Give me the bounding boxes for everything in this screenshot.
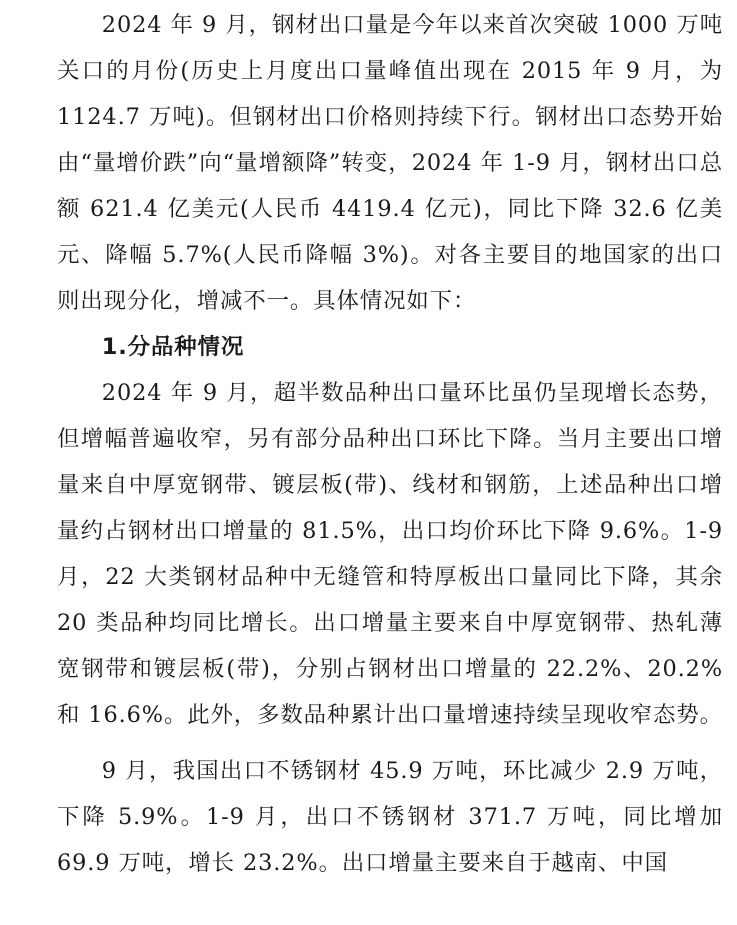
paragraph-stainless-steel: 9 月，我国出口不锈钢材 45.9 万吨，环比减少 2.9 万吨，下降 5.9%。1-9 月，出口不锈钢材 371.7 万吨，同比增加 69.9 万吨，增长 23.2%。出口增量主要来自于越南、中国 [57,758,723,876]
section-heading-by-variety: 1.分品种情况 [101,334,245,360]
paragraph-variety-details: 2024 年 9 月，超半数品种出口量环比虽仍呈现增长态势，但增幅普遍收窄，另有部分品种出口环比下降。当月主要出口增量来自中厚宽钢带、镀层板(带)、线材和钢筋，上述品种出口增量约占钢材出口增量的 81.5%，出口均价环比下降 9.6%。1-9 月，22 大类钢材品种中无缝管和特厚板出口量同比下降，其余 20 类品种均同比增长。出口增量主要来自中厚宽钢带、热轧薄宽钢带和镀层板(带)，分别占钢材出口增量的 22.2%、20.2%和 16.6%。此外，多数品种累计出口量增速持续呈现收窄态势。 [57,380,724,728]
paragraph-export-overview: 2024 年 9 月，钢材出口量是今年以来首次突破 1000 万吨关口的月份(历史上月度出口量峰值出现在 2015 年 9 月，为 1124.7 万吨)。但钢材出口价格则持续下行。钢材出口态势开始由“量增价跌”向“量增额降”转变，2024 年 1-9 月，钢材出口总额 621.4 亿美元(人民币 4419.4 亿元)，同比下降 32.6 亿美元、降幅 5.7%(人民币降幅 3%)。对各主要目的地国家的出口则出现分化，增减不一。具体情况如下： [57,12,723,314]
